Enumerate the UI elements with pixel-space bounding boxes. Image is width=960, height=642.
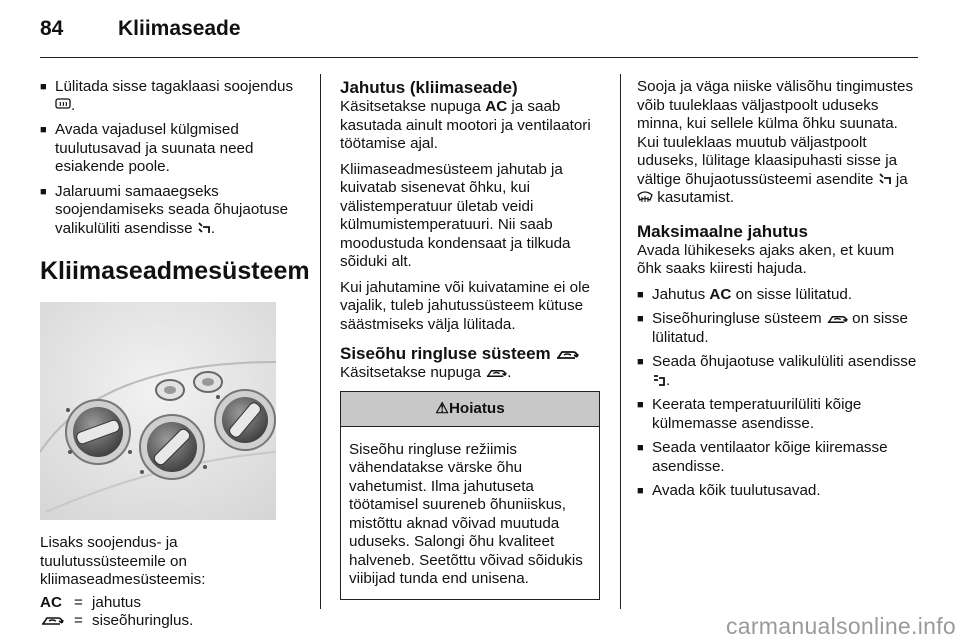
column-divider-2 xyxy=(620,74,621,609)
warning-box xyxy=(340,391,600,600)
page-number: 84 xyxy=(40,17,64,40)
list-item: ■ Jahutus AC on sisse lülitatud. xyxy=(637,286,922,305)
paragraph: Kliimaseadmesüsteem jahutab ja kuivatab sisenevat õhku, kui välistemperatuur ületab veidi külmumistemperatuuri. Nii saab moodustuda kondensaat ja tilkuda sõiduki alt. xyxy=(340,160,571,270)
recirculation-heading: Siseõhu ringluse süsteem xyxy=(340,344,605,364)
center-knob xyxy=(140,415,204,479)
legend-intro: Lisaks soojendus- ja tuulutussüsteemile on kliimaseadmesüsteemis: xyxy=(40,534,206,588)
windscreen-defrost-icon xyxy=(637,190,653,204)
warning-icon: ⚠ xyxy=(435,399,449,417)
list-item: ■ Seada õhujaotuse valikulüliti asendisse . xyxy=(637,353,922,390)
recirculation-button xyxy=(194,372,222,392)
column-2 xyxy=(340,78,605,600)
list-item: ■ Seada ventilaator kõige kiiremasse asendisse. xyxy=(637,439,922,476)
paragraph: Sooja ja väga niiske välisõhu tingimustes võib tuuleklaas väljastpoolt uduseks minna, kui sellele külma õhku suunata. Kui tuuleklaas muutub väljastpoolt uduseks, lülitage klaasipuhasti sisse ja vältige õhujaotussüsteemi asendite ja kasutamist. xyxy=(637,78,914,206)
list-item: ■ Jalaruumi samaaegseks soojendamiseks seada õhujaotuse valikulüliti asendisse . xyxy=(40,183,305,239)
rear-window-heater-icon xyxy=(55,98,71,112)
list-item: ■ Siseõhuringluse süsteem on sisse lülitatud. xyxy=(637,310,922,347)
legend-value: jahutus xyxy=(92,593,141,611)
paragraph: Käsitsetakse nupuga . xyxy=(340,364,512,381)
left-knob xyxy=(66,400,130,464)
legend-key: AC xyxy=(40,593,62,611)
column-3 xyxy=(637,78,922,507)
list-item: ■ Lülitada sisse tagaklaasi soojendus . xyxy=(40,78,305,115)
bullet-list xyxy=(40,78,305,238)
warning-text: Siseõhu ringluse režiimis vähendatakse värske õhu vahetumist. Ilma jahutuseta töötamisel suureneb õhuniiskus, mistõttu aknad võivad muutuda uduseks. Salongi õhu kvaliteet halveneb. Seetõttu võivad sõidukis viibijad tunda end unisena. xyxy=(349,440,583,587)
column-1 xyxy=(40,78,310,631)
watermark: carmanualsonline.info xyxy=(725,613,956,639)
header-rule xyxy=(40,57,918,58)
recirculation-icon xyxy=(826,314,848,325)
list-item: ■ Avada kõik tuulutusavad. xyxy=(637,482,922,501)
floor-defrost-icon xyxy=(197,221,211,235)
paragraph: Kui jahutamine või kuivatamine ei ole vajalik, tuleb jahutussüsteem kütuse säästmiseks välja lülitada. xyxy=(340,278,590,333)
paragraph: Avada lühikeseks ajaks aken, et kuum õhk saaks kiiresti hajuda. xyxy=(637,241,895,277)
legend-row-recirculation: = siseõhuringlus. xyxy=(40,612,305,631)
floor-defrost-icon xyxy=(878,172,892,186)
max-cooling-heading: Maksimaalne jahutus xyxy=(637,221,809,241)
bullet-list xyxy=(637,286,922,501)
chapter-title: Kliimaseade xyxy=(118,17,241,40)
ac-button xyxy=(156,380,184,400)
recirculation-icon xyxy=(485,368,507,379)
climate-control-panel-illustration xyxy=(40,302,276,520)
list-item: ■ Keerata temperatuurilüliti kõige külmemasse asendisse. xyxy=(637,396,922,433)
column-divider-1 xyxy=(320,74,321,609)
legend-row-ac: AC = jahutus xyxy=(40,593,141,611)
section-heading: Kliimaseadmesüsteem xyxy=(40,257,310,285)
list-item: ■ Avada vajadusel külgmised tuulutusavad ja suunata need esiakende poole. xyxy=(40,121,305,177)
cooling-heading: Jahutus (kliimaseade) xyxy=(340,78,518,97)
recirculation-icon xyxy=(40,615,64,627)
recirculation-icon xyxy=(555,349,579,361)
warning-header: ⚠Hoiatus xyxy=(341,392,599,427)
paragraph: Käsitsetakse nupuga AC ja saab kasutada ainult mootori ja ventilaatori töötamise ajal. xyxy=(340,98,591,152)
right-knob xyxy=(215,390,275,450)
face-vent-icon xyxy=(652,373,666,387)
legend-value: siseõhuringlus. xyxy=(92,612,194,629)
